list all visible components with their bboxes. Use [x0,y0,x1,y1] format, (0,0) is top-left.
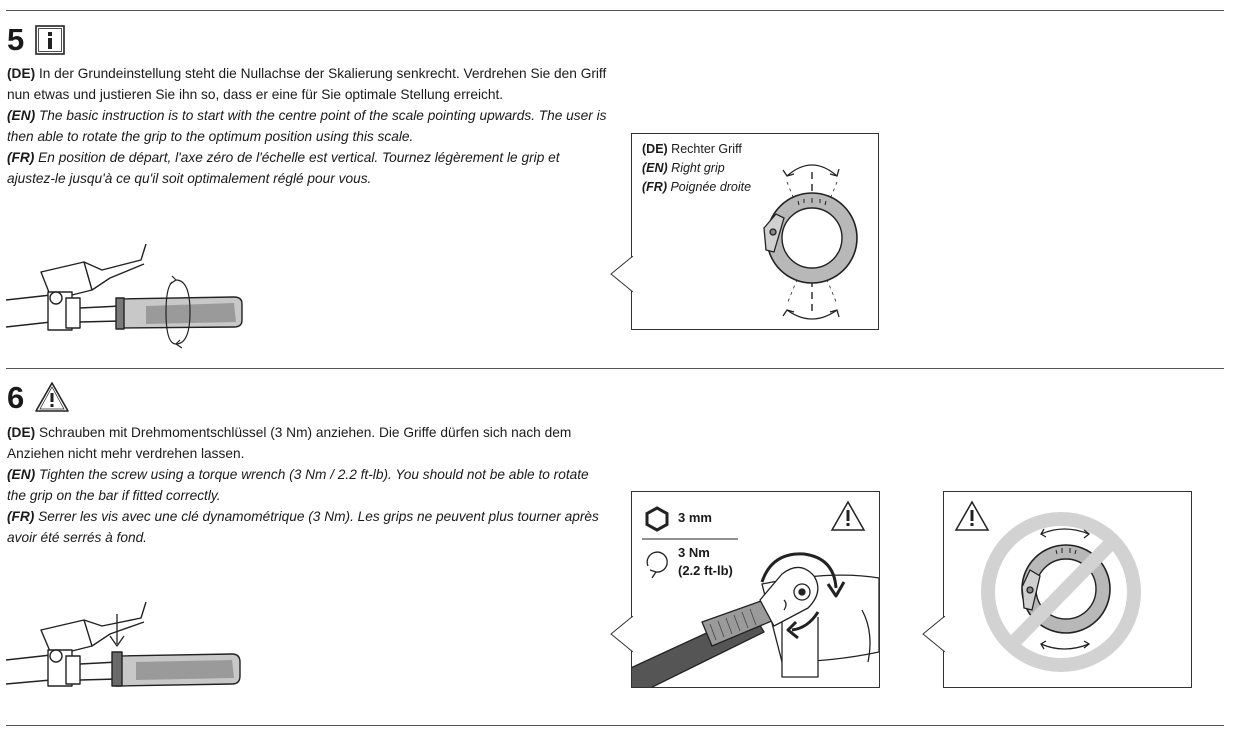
step-5-en [7,105,607,147]
callout-en-text: Right grip [667,161,725,175]
handlebar-tighten-illustration [6,600,256,695]
prohibited-rotation-illustration [944,492,1191,687]
step-5-number: 5 [7,22,25,57]
step-5-de-text: In der Grundeinstellung steht die Nullachse der Skalierung senkrecht. Verdrehen Sie den Griff nun etwas und justieren Sie ihn so, dass er eine für Sie optimale Stellung erreicht. [7,66,607,102]
step-6-de [7,422,607,464]
lang-tag: (EN) [7,467,36,482]
warning-icon [956,502,988,530]
callout-fr-text: Poignée droite [667,180,752,194]
lang-tag: (FR) [642,180,667,194]
step-6-en [7,464,607,506]
right-grip-callout [631,133,879,330]
torque-nm-label: 3 Nm [678,545,710,560]
torque-rotation-icon [647,552,667,578]
step-5-de [7,63,607,105]
lang-tag: (DE) [7,425,36,440]
step-6-number: 6 [7,380,25,415]
torque-wrench-illustration [632,492,879,687]
callout-pointer [610,616,634,652]
top-rule [6,10,1224,11]
step-5-fr [7,147,607,189]
torque-ftlb-label: (2.2 ft-lb) [678,563,733,578]
step-6-fr-text: Serrer les vis avec une clé dynamométrique (3 Nm). Les grips ne peuvent plus tourner après avoir été serrés à fond. [7,509,599,545]
warning-icon [34,381,70,413]
section-divider [6,368,1224,369]
callout-pointer [922,616,946,652]
step-6-de-text: Schrauben mit Drehmomentschlüssel (3 Nm) anziehen. Die Griffe dürfen sich nach dem Anziehen nicht mehr verdrehen lassen. [7,425,572,461]
lang-tag: (FR) [7,509,35,524]
callout-de-text: Rechter Griff [667,142,742,156]
step-6-instructions [7,422,607,548]
lang-tag: (DE) [642,142,668,156]
prohibited-rotation-box [943,491,1192,688]
lang-tag: (EN) [7,108,36,123]
hex-size-label: 3 mm [678,510,712,525]
bottom-rule [6,725,1224,726]
handlebar-rotate-illustration [6,240,256,355]
callout-pointer [610,256,634,292]
hex-key-icon [647,508,667,530]
info-icon [35,25,65,55]
lang-tag: (DE) [7,66,36,81]
step-5-fr-text: En position de départ, l'axe zéro de l'échelle est vertical. Tournez légèrement le grip et ajustez-le jusqu'à ce qu'il soit optimalement réglé pour vous. [7,150,560,186]
warning-icon [832,502,864,530]
lang-tag: (FR) [7,150,35,165]
step-5-instructions [7,63,607,189]
step-5-en-text: The basic instruction is to start with the centre point of the scale pointing upwards. The user is then able to rotate the grip to the optimum position using this scale. [7,108,607,144]
torque-wrench-box [631,491,880,688]
grip-scale-diagram [632,134,878,329]
step-6-fr [7,506,607,548]
step-6-en-text: Tighten the screw using a torque wrench (3 Nm / 2.2 ft-lb). You should not be able to rotate the grip on the bar if fitted correctly. [7,467,589,503]
lang-tag: (EN) [642,161,668,175]
